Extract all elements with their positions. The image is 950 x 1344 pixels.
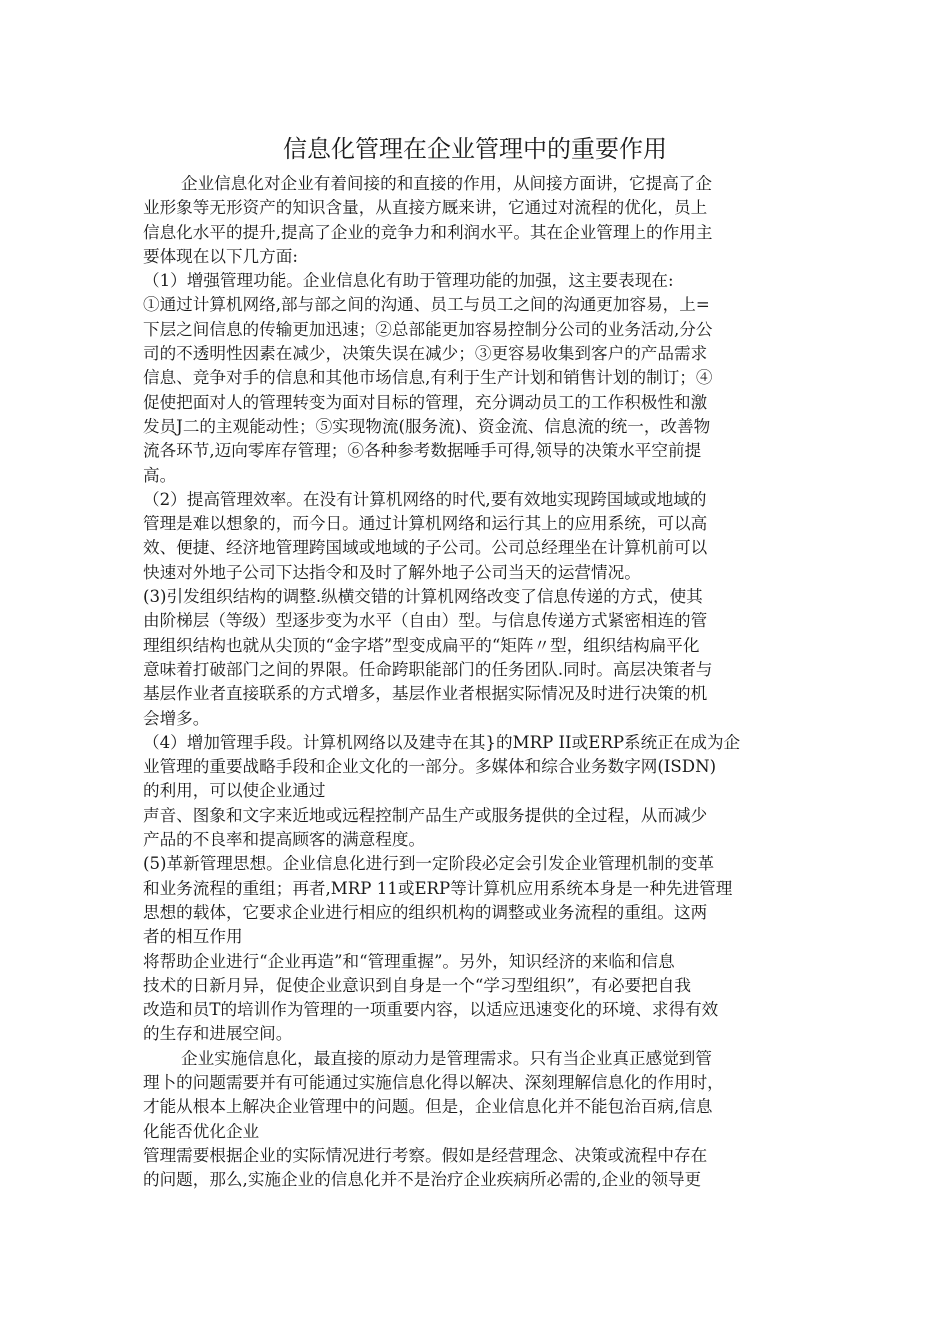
body-text-line: 将帮助企业进行“企业再造”和“管理重握”。另外，知识经济的来临和信息: [143, 951, 675, 971]
body-text-line: 流各环节,迈向零库存管理；⑥各种参考数据唾手可得,领导的决策水平空前提: [143, 441, 702, 461]
body-text-line: 管理需要根据企业的实际情况进行考察。假如是经营理念、决策或流程中存在: [143, 1145, 708, 1165]
document-body: [143, 172, 809, 1192]
body-text-line: 声音、图象和文字来近地或远程控制产品生产或服务提供的全过程，从而减少: [143, 805, 708, 825]
body-text-line: 高。: [143, 465, 177, 485]
body-text-line: 的问题，那么,实施企业的信息化并不是治疗企业疾病所必需的,企业的领导更: [143, 1170, 702, 1190]
body-text-line: 理卜的问题需要并有可能通过实施信息化得以解决、深刻理解信息化的作用时，: [143, 1072, 724, 1092]
body-text-line: 信息、竞争对手的信息和其他市场信息,有利于生产计划和销售计划的制订；④: [143, 368, 713, 388]
body-text-line: （2）提高管理效率。在没有计算机网络的时代,要有效地实现跨国域或地域的: [143, 489, 707, 509]
body-text-line: （4）增加管理手段。计算机网络以及建寺在其}的MRP II或ERP系统正在成为企: [143, 732, 741, 752]
body-text-line: 快速对外地子公司下达指令和及时了解外地子公司当天的运营情况。: [143, 562, 641, 582]
body-text-line: 才能从根本上解决企业管理中的问题。但是，企业信息化并不能包治百病,信息: [143, 1097, 713, 1117]
body-text-line: （1）增强管理功能。企业信息化有助于管理功能的加强，这主要表现在:: [143, 271, 674, 291]
body-text-line: ①通过计算机网络,部与部之间的沟通、员工与员工之间的沟通更加容易，上=: [143, 295, 710, 315]
body-text-line: 化能否优化企业: [143, 1121, 260, 1141]
body-text-line: 意味着打破部门之间的界限。任命跨职能部门的任务团队.同时。高层决策者与: [143, 659, 713, 679]
body-text-line: 业管理的重要战略手段和企业文化的一部分。多媒体和综合业务数字网(ISDN): [143, 757, 717, 777]
body-text-line: 效、便捷、经济地管理跨国域或地域的子公司。公司总经理坐在计算机前可以: [143, 538, 708, 558]
body-text-line: 要体现在以下几方面:: [143, 246, 298, 266]
body-text-line: 司的不透明性因素在减少，决策失误在减少；③更容易收集到客户的产品需求: [143, 344, 708, 364]
body-text-line: 者的相互作用: [143, 927, 243, 947]
body-text-line: 下层之间信息的传输更加迅速；②总部能更加容易控制分公司的业务活动,分公: [143, 319, 713, 339]
body-text-line: 和业务流程的重组；再者,MRP 11或ERP等计算机应用系统本身是一种先进管理: [143, 878, 733, 898]
body-text-line: 理组织结构也就从尖顶的“金字塔”型变成扁平的“矩阵〃型，组织结构扁平化: [143, 635, 700, 655]
body-text-line: 由阶梯层（等级）型逐步变为水平（自由）型。与信息传递方式紧密相连的管: [143, 611, 708, 631]
body-text-line: (5)革新管理思想。企业信息化进行到一定阶段必定会引发企业管理机制的变革: [143, 854, 715, 874]
body-text-line: 的生存和进展空间。: [143, 1024, 293, 1044]
body-text-line: 会增多。: [143, 708, 210, 728]
document-title: 信息化管理在企业管理中的重要作用: [283, 135, 667, 163]
body-text-line: 技术的日新月异，促使企业意识到自身是一个“学习型组织”，有必要把自我: [143, 975, 691, 995]
body-text-line: 思想的载体，它要求企业进行相应的组织机构的调整或业务流程的重组。这两: [143, 902, 708, 922]
body-text-line: 的利用，可以使企业通过: [143, 781, 326, 801]
body-text-line: 产品的不良率和提高顾客的满意程度。: [143, 830, 426, 850]
body-text-line: 业形象等无形资产的知识含量，从直接方厩来讲，它通过对流程的优化，员上: [143, 198, 708, 218]
body-text-line: 基层作业者直接联系的方式增多，基层作业者根据实际情况及时进行决策的机: [143, 684, 708, 704]
body-text-line: 管理是难以想象的，而今日。通过计算机网络和运行其上的应用系统，可以高: [143, 514, 708, 534]
body-text-line: 企业实施信息化，最直接的原动力是管理需求。只有当企业真正感觉到管: [181, 1048, 712, 1068]
body-text-line: 促使把面对人的管理转变为面对目标的管理，充分调动员工的工作积极性和激: [143, 392, 708, 412]
body-text-line: (3)引发组织结构的调整.纵横交错的计算机网络改变了信息传递的方式，使其: [143, 587, 703, 607]
body-text-line: 企业信息化对企业有着间接的和直接的作用，从间接方面讲，它提高了企: [181, 174, 712, 193]
body-text-line: 信息化水平的提升,提高了企业的竞争力和利润水平。其在企业管理上的作用主: [143, 222, 713, 242]
body-text-line: 发员J二的主观能动性；⑤实现物流(服务流)、资金流、信息流的统一，改善物: [143, 416, 711, 436]
body-text-line: 改造和员T的培训作为管理的一项重要内容，以适应迅速变化的环境、求得有效: [143, 1000, 719, 1020]
